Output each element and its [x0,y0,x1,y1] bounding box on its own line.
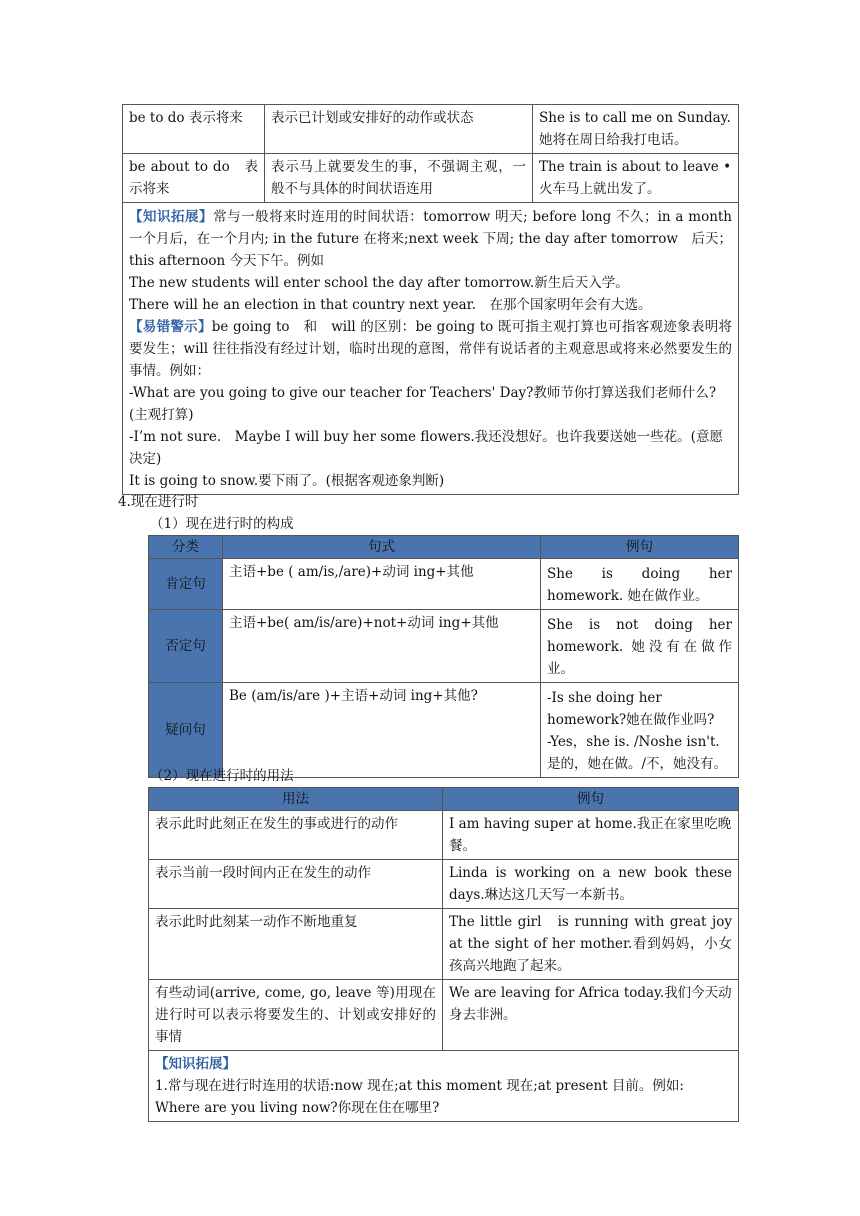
example-cell: She is doing her homework. 她在做作业。 [541,559,739,610]
table-row [149,559,739,610]
example-cell: She is to call me on Sunday.她将在周日给我打电话。 [533,105,739,154]
usage-cell: 有些动词(arrive, come, go, leave 等)用现在进行时可以表示将要发生的、计划或安排好的事情 [149,980,443,1051]
header-category: 分类 [149,536,223,559]
example-cell: Linda is working on a new book these days.琳达这几天写一本新书。 [443,860,739,909]
notes-cell [149,1051,739,1122]
example-cell: She is not doing her homework. 她没有在做作业。 [541,610,739,683]
subsection-heading: （1）现在进行时的构成 [150,516,294,532]
header-row [149,536,739,559]
usage-cell: 表示当前一段时间内正在发生的动作 [149,860,443,909]
warn-example-1: -What are you going to give our teacher for Teachers' Day?教师节你打算送我们老师什么?(主观打算) [129,385,717,423]
example-question: -Is she doing her homework?她在做作业吗? [547,690,715,728]
usage-table [148,787,739,1122]
table-row [149,980,739,1051]
pattern-cell: 主语+be( am/is/are)+not+动词 ing+其他 [223,610,541,683]
table-row [123,105,739,154]
future-table [122,104,739,495]
warn-tag: 【易错警示】 [129,319,212,335]
usage-cell: 表示此时此刻正在发生的事或进行的动作 [149,811,443,860]
kind-cell: 否定句 [149,610,223,683]
table-row [149,811,739,860]
notes-row [149,1051,739,1122]
warn-example-3: It is going to snow.要下雨了。(根据客观迹象判断) [129,473,445,489]
usage-cell: 表示马上就要发生的事，不强调主观，一般不与具体的时间状语连用 [265,154,533,203]
header-pattern: 句式 [223,536,541,559]
table-row [149,909,739,980]
knowledge-expansion [129,206,732,272]
expand-example-1: The new students will enter school the day after tomorrow.新生后天入学。 [129,275,629,291]
usage-cell: 表示已计划或安排好的动作或状态 [265,105,533,154]
expand-tag: 【知识拓展】 [129,209,214,225]
warn-example-2: -I’m not sure. Maybe I will buy her some flowers.我还没想好。也许我要送她一些花。(意愿决定) [129,429,723,467]
note-line-1: 1.常与现在进行时连用的状语:now 现在;at this moment 现在;at present 目前。例如: [155,1078,684,1094]
subsection-heading: （2）现在进行时的用法 [150,768,294,784]
table-row [149,683,739,778]
error-warning [129,316,732,382]
form-cell: be about to do 表示将来 [123,154,265,203]
notes-cell [123,203,739,495]
section-heading: 4.现在进行时 [118,494,199,510]
table-row [149,610,739,683]
table-row [123,154,739,203]
example-cell: I am having super at home.我正在家里吃晚餐。 [443,811,739,860]
header-usage: 用法 [149,788,443,811]
example-cell: The little girl is running with great joy at the sight of her mother.看到妈妈，小女孩高兴地跑了起来。 [443,909,739,980]
warn-text: be going to 和 will 的区别：be going to 既可指主观打算也可指客观迹象表明将要发生；will 往往指没有经过计划，临时出现的意图，常伴有说话者的主观意思或将来必然要发生的事情。例如： [129,319,732,379]
structure-table [148,535,739,778]
note-line-2: Where are you living now?你现在住在哪里? [155,1100,440,1116]
table-row [149,860,739,909]
example-cell: The train is about to leave • 火车马上就出发了。 [533,154,739,203]
expand-text: 常与一般将来时连用的时间状语：tomorrow 明天; before long 不久；in a month 一个月后，在一个月内; in the future 在将来;next week 下周; the day after tomorrow 后天；this afternoon 今天下午。例如 [129,209,733,269]
pattern-cell: Be (am/is/are )+主语+动词 ing+其他? [223,683,541,778]
header-example: 例句 [541,536,739,559]
expand-tag: 【知识拓展】 [155,1056,236,1072]
kind-cell: 疑问句 [149,683,223,778]
header-row [149,788,739,811]
form-cell: be to do 表示将来 [123,105,265,154]
example-answer: -Yes，she is. /Noshe isn't.是的，她在做。/不，她没有。 [547,734,728,772]
example-cell: We are leaving for Africa today.我们今天动身去非洲。 [443,980,739,1051]
example-cell [541,683,739,778]
expand-example-2: There will he an election in that country next year. 在那个国家明年会有大选。 [129,297,652,313]
kind-cell: 肯定句 [149,559,223,610]
usage-cell: 表示此时此刻某一动作不断地重复 [149,909,443,980]
header-example: 例句 [443,788,739,811]
pattern-cell: 主语+be ( am/is,/are)+动词 ing+其他 [223,559,541,610]
notes-row [123,203,739,495]
